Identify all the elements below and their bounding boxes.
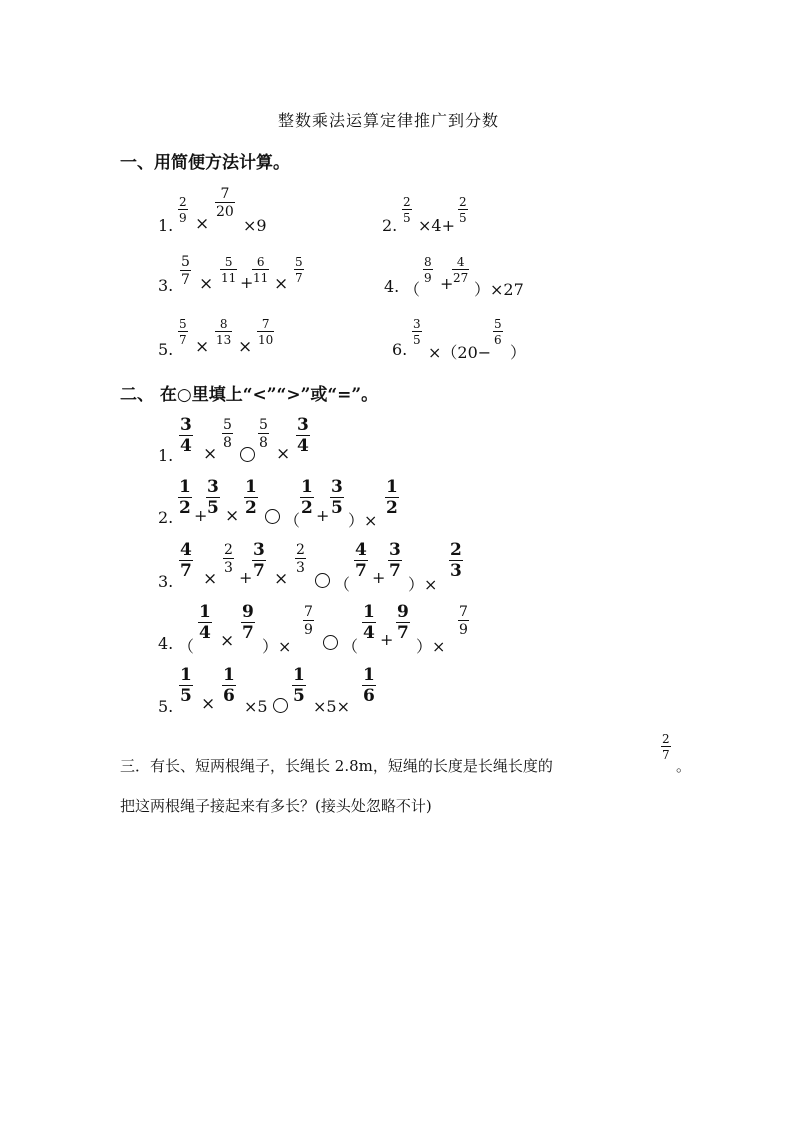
- fraction: $\frac{9}{7}$: [397, 602, 409, 643]
- page-title: 整数乘法运算定律推广到分数: [278, 111, 500, 130]
- fraction: $\frac{3}{5}$: [207, 477, 219, 518]
- fraction: $\frac{1}{5}$: [180, 665, 192, 706]
- compare-circle[interactable]: [265, 509, 280, 524]
- fraction: $\frac{3}{7}$: [253, 540, 265, 581]
- fraction: $\frac{7}{9}$: [304, 604, 313, 638]
- fraction: $\frac{1}{2}$: [301, 477, 313, 518]
- fraction: $\frac{5}{8}$: [223, 417, 232, 451]
- times-sign: ×: [195, 214, 210, 234]
- compare-circle[interactable]: [315, 573, 330, 588]
- fraction: $\frac{8}{9}$: [424, 255, 432, 285]
- fraction: $\frac{5}{7}$: [181, 254, 190, 288]
- fraction: $\frac{5}{6}$: [494, 317, 502, 347]
- fraction: $\frac{2}{9}$: [179, 195, 187, 225]
- fraction: $\frac{7}{10}$: [258, 317, 274, 347]
- close-times: ）×: [416, 637, 446, 656]
- close-paren: ）: [510, 343, 527, 362]
- fraction: $\frac{2}{5}$: [403, 195, 411, 225]
- times-sign: ×: [195, 337, 210, 357]
- expression-mid: ×5: [244, 697, 268, 716]
- fraction: $\frac{7}{9}$: [459, 604, 468, 638]
- times-sign: ×: [220, 631, 235, 651]
- fraction: $\frac{1}{6}$: [363, 665, 375, 706]
- times-sign: ×: [201, 694, 216, 714]
- times-sign: ×: [238, 337, 253, 357]
- expression-tail: ×9: [243, 216, 267, 235]
- problem-index: 1.: [158, 446, 174, 465]
- fraction: $\frac{7}{20}$: [216, 186, 234, 220]
- fraction: $\frac{4}{7}$: [355, 540, 367, 581]
- plus-sign: +: [194, 506, 208, 525]
- plus-sign: +: [239, 568, 253, 587]
- plus-sign: +: [380, 630, 394, 649]
- plus-sign: +: [316, 506, 330, 525]
- section1-heading: 一、用简便方法计算。: [120, 153, 290, 173]
- fraction: $\frac{2}{7}$: [662, 732, 670, 762]
- problem-index: 3.: [158, 572, 174, 591]
- fraction: $\frac{8}{13}$: [216, 317, 232, 347]
- word-problem-line-1: 三．有长、短两根绳子，长绳长 2.8m，短绳的长度是长绳长度的: [120, 757, 553, 775]
- problem-index: 6.: [392, 340, 408, 359]
- fraction: $\frac{5}{11}$: [221, 255, 237, 285]
- close-times: ）×: [408, 575, 438, 594]
- times-sign: ×: [203, 444, 218, 464]
- section2-heading: 二、 在○里填上“<”“>”或“=”。: [120, 385, 379, 405]
- fraction: $\frac{3}{5}$: [331, 477, 343, 518]
- fraction: $\frac{6}{11}$: [253, 255, 269, 285]
- fraction: $\frac{4}{27}$: [453, 255, 469, 285]
- expression-mid: ×4+: [418, 216, 455, 235]
- fraction: $\frac{1}{5}$: [293, 665, 305, 706]
- plus-sign: +: [440, 274, 454, 293]
- times-sign: ×: [276, 444, 291, 464]
- fraction: $\frac{9}{7}$: [242, 602, 254, 643]
- fraction: $\frac{3}{4}$: [297, 415, 309, 456]
- problem-index: 2.: [158, 508, 174, 527]
- times-sign: ×: [225, 506, 240, 526]
- fraction: $\frac{5}{7}$: [295, 255, 303, 285]
- fraction: $\frac{3}{7}$: [389, 540, 401, 581]
- problem-index: 4.: [158, 634, 174, 653]
- fraction: $\frac{2}{5}$: [459, 195, 467, 225]
- times-sign: ×: [199, 274, 214, 294]
- times-sign: ×: [274, 569, 289, 589]
- open-paren: （: [334, 575, 351, 594]
- expression-mid: ×（20−: [428, 343, 492, 362]
- problem-index: 5.: [158, 340, 174, 359]
- open-paren: （: [178, 637, 195, 656]
- times-sign: ×: [274, 274, 289, 294]
- plus-sign: +: [240, 273, 254, 292]
- fraction: $\frac{2}{3}$: [224, 542, 233, 576]
- word-problem-line-2: 把这两根绳子接起来有多长？(接头处忽略不计): [120, 797, 432, 815]
- fraction: $\frac{1}{6}$: [223, 665, 235, 706]
- compare-circle[interactable]: [240, 447, 255, 462]
- fraction: $\frac{1}{2}$: [386, 477, 398, 518]
- fraction: $\frac{1}{2}$: [179, 477, 191, 518]
- plus-sign: +: [372, 568, 386, 587]
- open-paren: （: [284, 511, 301, 530]
- fraction: $\frac{2}{3}$: [450, 540, 462, 581]
- fraction: $\frac{1}{4}$: [363, 602, 375, 643]
- close-times: ）×: [262, 637, 292, 656]
- fraction: $\frac{2}{3}$: [296, 542, 305, 576]
- problem-index: 5.: [158, 697, 174, 716]
- expression-tail: ）×27: [474, 280, 524, 299]
- sentence-end: 。: [676, 757, 692, 775]
- compare-circle[interactable]: [273, 698, 288, 713]
- problem-index: 3.: [158, 276, 174, 295]
- problem-index: 4.: [384, 277, 400, 296]
- fraction: $\frac{5}{7}$: [179, 317, 187, 347]
- fraction: $\frac{1}{4}$: [199, 602, 211, 643]
- compare-circle[interactable]: [323, 635, 338, 650]
- problem-index: 1.: [158, 216, 174, 235]
- open-paren: （: [342, 637, 359, 656]
- fraction: $\frac{4}{7}$: [180, 540, 192, 581]
- open-paren: （: [404, 280, 421, 299]
- close-times: ）×: [348, 511, 378, 530]
- times-sign: ×: [203, 569, 218, 589]
- fraction: $\frac{5}{8}$: [259, 417, 268, 451]
- problem-index: 2.: [382, 216, 398, 235]
- fraction: $\frac{3}{5}$: [413, 317, 421, 347]
- expression-mid: ×5×: [313, 697, 350, 716]
- fraction: $\frac{3}{4}$: [180, 415, 192, 456]
- fraction: $\frac{1}{2}$: [245, 477, 257, 518]
